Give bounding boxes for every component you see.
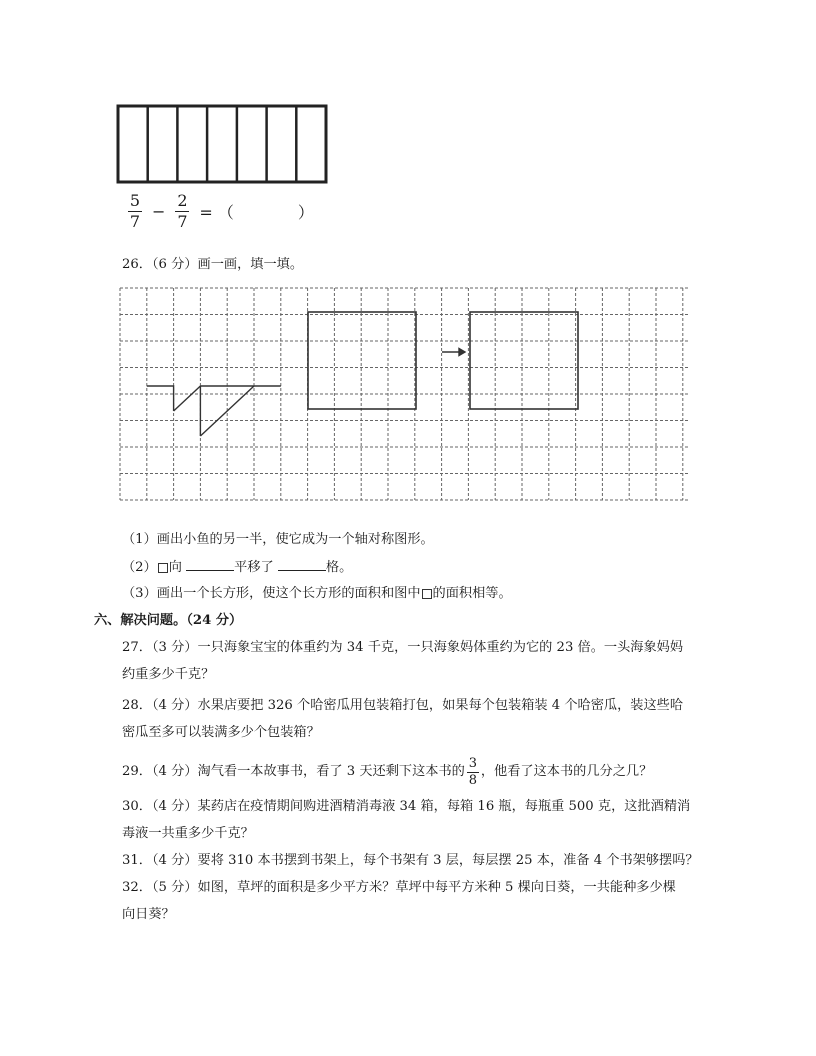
q32-line2: 向日葵？ (122, 907, 175, 922)
q28-line2: 密瓜至多可以装满多少个包装箱？ (122, 725, 320, 740)
frac-b-num: 2 (177, 191, 188, 210)
q30-line2: 毒液一共重多少千克？ (122, 826, 254, 841)
q27-line1: 27．（3 分）一只海象宝宝的体重约为 34 千克，一只海象妈体重约为它的 23 倍。一头海象妈妈 (122, 640, 684, 655)
q29-frac-den: 8 (468, 772, 477, 788)
q29-frac-num: 3 (468, 755, 477, 771)
dotted-grid (116, 284, 692, 516)
q30-line1: 30．（4 分）某药店在疫情期间购进酒精消毒液 34 箱，每箱 16 瓶，每瓶重 500 克，这批酒精消 (122, 799, 691, 814)
frac-a-den: 7 (129, 212, 141, 231)
frac-b-den: 7 (177, 212, 188, 231)
square-symbol-icon (158, 563, 168, 573)
q32-line1: 32．（5 分）如图，草坪的面积是多少平方米？草坪中每平方米种 5 棵向日葵，一共能种多少棵 (122, 880, 676, 895)
direction-blank[interactable] (186, 558, 234, 571)
q27-line2: 约重多少千克？ (122, 667, 215, 682)
q28-line1: 28．（4 分）水果店要把 326 个哈密瓜用包装箱打包，如果每个包装箱装 4 个哈密瓜，装这些哈 (122, 698, 684, 713)
q26-number: 26． (122, 257, 152, 272)
section-title: 六、解决问题。（24 分） (94, 613, 243, 628)
minus-sign: − (152, 202, 166, 221)
fraction-expression (126, 192, 314, 231)
q26-sub1: （1）画出小鱼的另一半，使它成为一个轴对称图形。 (122, 532, 434, 547)
answer-close: ） (297, 203, 314, 222)
q26-sub3: （3）画出一个长方形，使这个长方形的面积和图中 的面积相等。 (122, 586, 512, 601)
equals-open: = （ (199, 203, 234, 222)
arrow-right-icon (442, 349, 465, 356)
q26-heading (122, 256, 303, 274)
q29-line: 29．（4 分）淘气看一本故事书，看了 3 天还剩下这本书的 $\frac{3}{8}$ ，他看了这本书的几分之几？ (122, 755, 653, 788)
q26-sub2: （2） 向 平移了 格。 (122, 560, 353, 575)
steps-blank[interactable] (278, 558, 326, 571)
frac-a-num: 5 (129, 191, 141, 210)
square-symbol-icon (422, 589, 432, 599)
fraction-strip (116, 104, 330, 186)
q31-line1: 31．（4 分）要将 310 本书摆到书架上，每个书架有 3 层，每层摆 25 本，准备 4 个书架够摆吗？ (122, 853, 699, 868)
q26-title: （6 分）画一画，填一填。 (151, 257, 304, 272)
